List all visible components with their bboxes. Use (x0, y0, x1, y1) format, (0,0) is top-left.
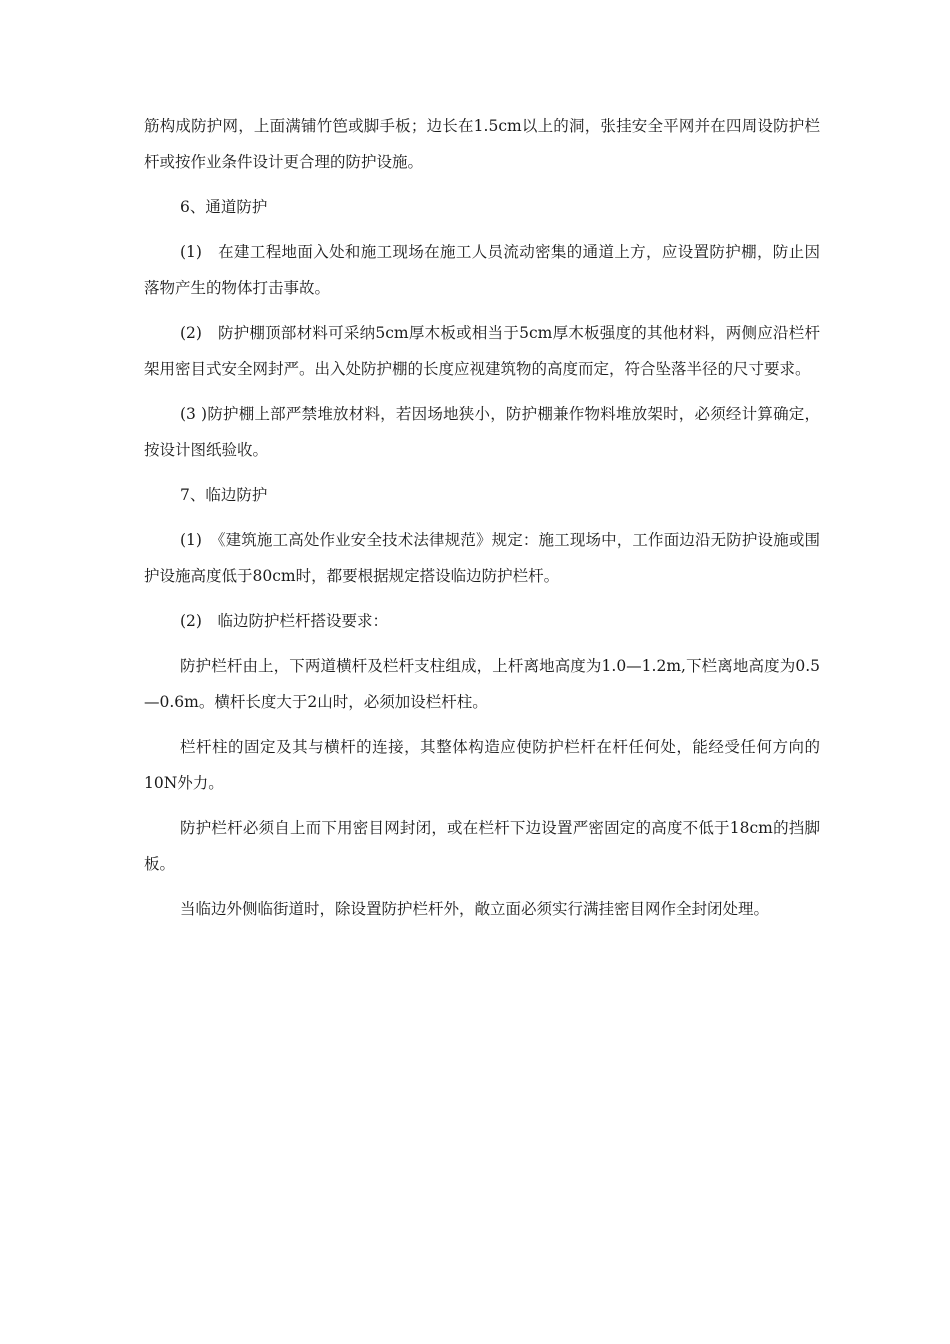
paragraph-street-side: 当临边外侧临街道时，除设置防护栏杆外，敞立面必须实行满挂密目网作全封闭处理。 (180, 900, 770, 918)
paragraph-passage-item-2: (2) 防护棚顶部材料可采纳5cm厚木板或相当于5cm厚木板强度的其他材料，两侧应沿栏杆架用密目式安全网封严。出入处防护棚的长度应视建筑物的高度而定，符合坠落半径的尺寸要求。 (144, 324, 820, 378)
paragraph-passage-item-1: (1) 在建工程地面入处和施工现场在施工人员流动密集的通道上方，应设置防护棚，防止因落物产生的物体打击事故。 (144, 243, 820, 297)
heading-passage-protection: 6、通道防护 (180, 198, 268, 216)
paragraph-hole-protection-continued: 筋构成防护网，上面满铺竹笆或脚手板；边长在1.5cm以上的洞，张挂安全平网并在四周设防护栏杆或按作业条件设计更合理的防护设施。 (144, 117, 820, 171)
heading-edge-protection: 7、临边防护 (180, 486, 268, 504)
paragraph-edge-item-1: (1) 《建筑施工高处作业安全技术法律规范》规定：施工现场中，工作面边沿无防护设施或围护设施高度低于80cm时，都要根据规定搭设临边防护栏杆。 (144, 531, 820, 585)
paragraph-passage-item-3: (3 )防护棚上部严禁堆放材料，若因场地狭小，防护棚兼作物料堆放架时，必须经计算确定，按设计图纸验收。 (144, 405, 820, 459)
paragraph-railing-structure: 防护栏杆由上，下两道横杆及栏杆支柱组成，上杆离地高度为1.0—1.2m,下栏离地高度为0.5 —0.6m。横杆长度大于2山时，必须加设栏杆柱。 (144, 657, 820, 711)
paragraph-railing-mesh: 防护栏杆必须自上而下用密目网封闭，或在栏杆下边设置严密固定的高度不低于18cm的挡脚板。 (144, 819, 820, 873)
paragraph-edge-item-2: (2) 临边防护栏杆搭设要求： (180, 612, 388, 630)
document-body (144, 108, 820, 936)
paragraph-railing-post: 栏杆柱的固定及其与横杆的连接，其整体构造应使防护栏杆在杆任何处，能经受任何方向的10N外力。 (144, 738, 820, 792)
